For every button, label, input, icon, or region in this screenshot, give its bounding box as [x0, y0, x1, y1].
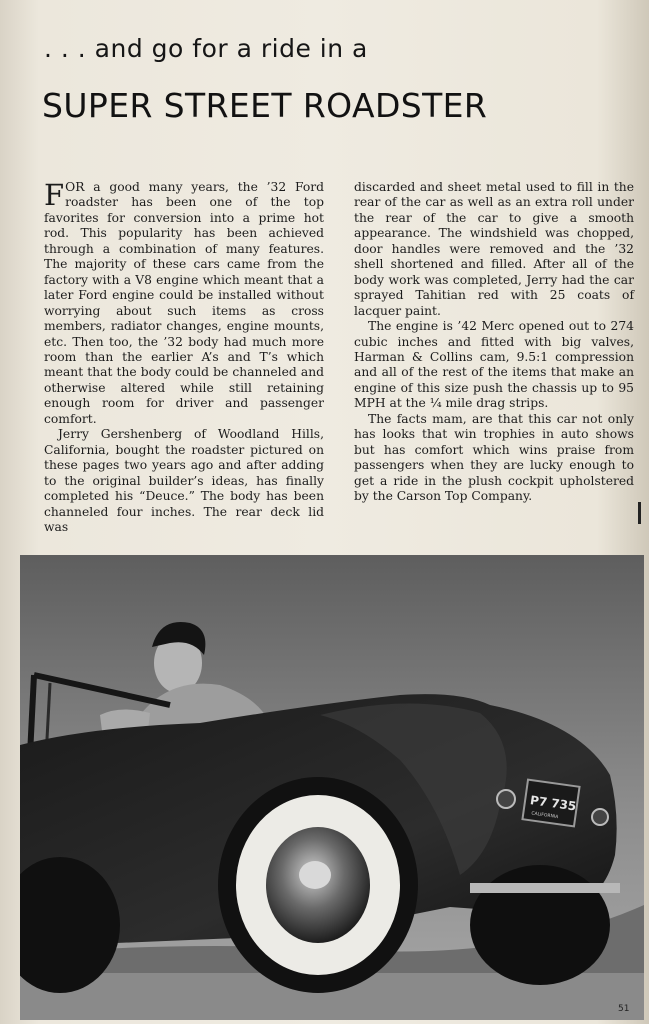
paragraph-1: [44, 180, 324, 427]
page-number: 51: [618, 1004, 630, 1014]
drop-cap: F: [44, 178, 65, 212]
paragraph-1-text: OR a good many years, the ’32 Ford roadster has been one of the top favorites for conversion into a prime hot rod. This popularity has been achieved through a combination of many features. The majority of these cars came from the factory with a V8 engine which meant that a later Ford engine could be installed without worrying about such items as cross members, radiator changes, engine mounts, etc. Then too, the ’32 body had much more room than the earlier A’s and T’s which meant that the body could be channeled and otherwise altered while still retaining enough room for driver and passenger comfort.: [44, 180, 324, 426]
article-column-right: [354, 180, 634, 505]
plate-number: P7 735: [529, 793, 578, 814]
margin-mark: [638, 502, 641, 524]
kicker-line: . . . and go for a ride in a: [44, 34, 368, 63]
plate-state: CALIFORNIA: [530, 811, 559, 821]
rear-bumper: [470, 883, 620, 893]
paragraph-2-continued: [354, 180, 634, 319]
paragraph-2-text-left: Jerry Gershenberg of Woodland Hills, California, bought the roadster pictured on these pages two years ago and after adding to the original builder’s ideas, has finally completed his “Deuce.” The body has been channeled four inches. The rear deck lid was: [44, 427, 324, 534]
paragraph-2-text-right: discarded and sheet metal used to fill in the rear of the car as well as an extra roll under the rear of the car to give a smooth appearance. The windshield was chopped, door handles were removed and the ’32 shell shortened and filled. After all of the body work was completed, Jerry had the car sprayed Tahitian red with 25 coats of lacquer paint.: [354, 180, 634, 318]
license-plate: [522, 780, 579, 827]
taillight-right: [592, 809, 608, 825]
rear-wheel: [218, 777, 418, 993]
roadster-photo: [20, 555, 644, 1020]
article-column-left: [44, 180, 324, 535]
page-title: SUPER STREET ROADSTER: [42, 86, 488, 125]
taillight: [497, 790, 515, 808]
paragraph-4: The facts mam, are that this car not only has looks that win trophies in auto shows but has comfort which wins praise from passengers when they are lucky enough to get a ride in the plush cockpit upholstered by the Carson Top Company.: [354, 411, 634, 504]
paragraph-3: The engine is ’42 Merc opened out to 274 cubic inches and fitted with big valves, Harman & Collins cam, 9.5:1 compression and all of the rest of the items that make an engine of this size push the chassis up to 95 MPH at the ¼ mile drag strips.: [354, 319, 634, 411]
paragraph-2-first-part: [44, 427, 324, 535]
